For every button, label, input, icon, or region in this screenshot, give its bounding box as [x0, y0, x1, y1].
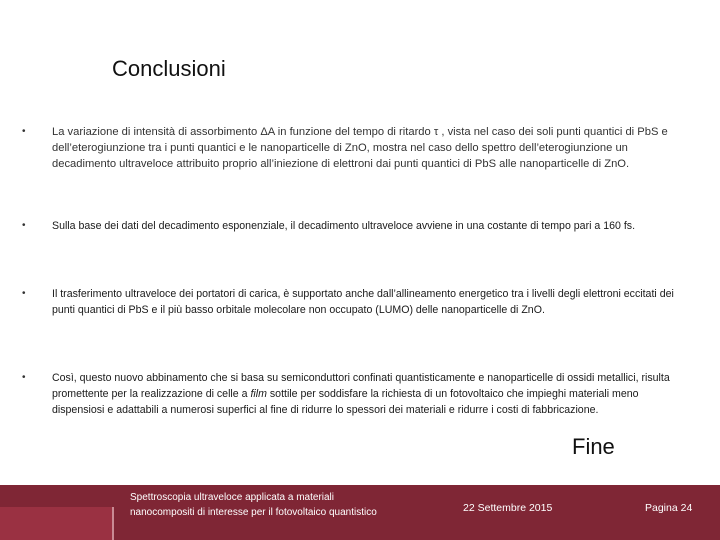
bullet-text: Così, questo nuovo abbinamento che si basa su semiconduttori confinati quantisticamente e nanoparticelle di ossidi metallici, risulta promettente per la realizzazione di celle a film sottile per soddisfare la richiesta di un fotovoltaico che impieghi materiali meno dispensiosi e adattabili a numerosi superfici al fine di ridurre lo spessori dei materiali e ridurre i costi di fabbricazione. — [52, 372, 670, 416]
bullet-item — [22, 286, 690, 318]
bullet-marker: • — [22, 288, 26, 299]
bullet-marker: • — [22, 220, 26, 231]
bullet-text: Sulla base dei dati del decadimento esponenziale, il decadimento ultraveloce avviene in una costante di tempo pari a 160 fs. — [52, 220, 636, 232]
footer-divider — [112, 507, 114, 540]
slide-title: Conclusioni — [112, 56, 226, 81]
bullet-text: Il trasferimento ultraveloce dei portatori di carica, è supportato anche dall’allineamento energetico tra i livelli degli elettroni eccitati dei punti quantici di PbS e il più basso orbitale molecolare non occupato (LUMO) delle nanoparticelle di ZnO. — [52, 288, 674, 316]
footer-course-title: Spettroscopia ultraveloce applicata a materiali nanocompositi di interesse per il fotovoltaico quantistico — [130, 492, 377, 518]
bullet-item — [22, 370, 690, 418]
closing-text: Fine — [572, 434, 615, 459]
bullet-text: La variazione di intensità di assorbimento ΔA in funzione del tempo di ritardo τ , vista nel caso dei soli punti quantici di PbS e dell’eterogiunzione tra i punti quantici e le nanoparticelle di ZnO, mostra nel caso dello spettro dell’eterogiunzione un decadimento ultraveloce attribuito proprio all’iniezione di elettroni dai punti quantici di PbS alle nanoparticelle di ZnO. — [52, 126, 668, 170]
footer-bar — [0, 485, 720, 540]
footer-accent-block — [0, 507, 112, 540]
footer-page-number: Pagina 24 — [645, 502, 693, 514]
bullet-marker: • — [22, 126, 26, 137]
footer-date: 22 Settembre 2015 — [463, 502, 553, 514]
bullet-item — [22, 218, 690, 234]
emphasized-word: film — [250, 388, 267, 400]
bullet-item — [22, 124, 690, 172]
bullet-marker: • — [22, 372, 26, 383]
